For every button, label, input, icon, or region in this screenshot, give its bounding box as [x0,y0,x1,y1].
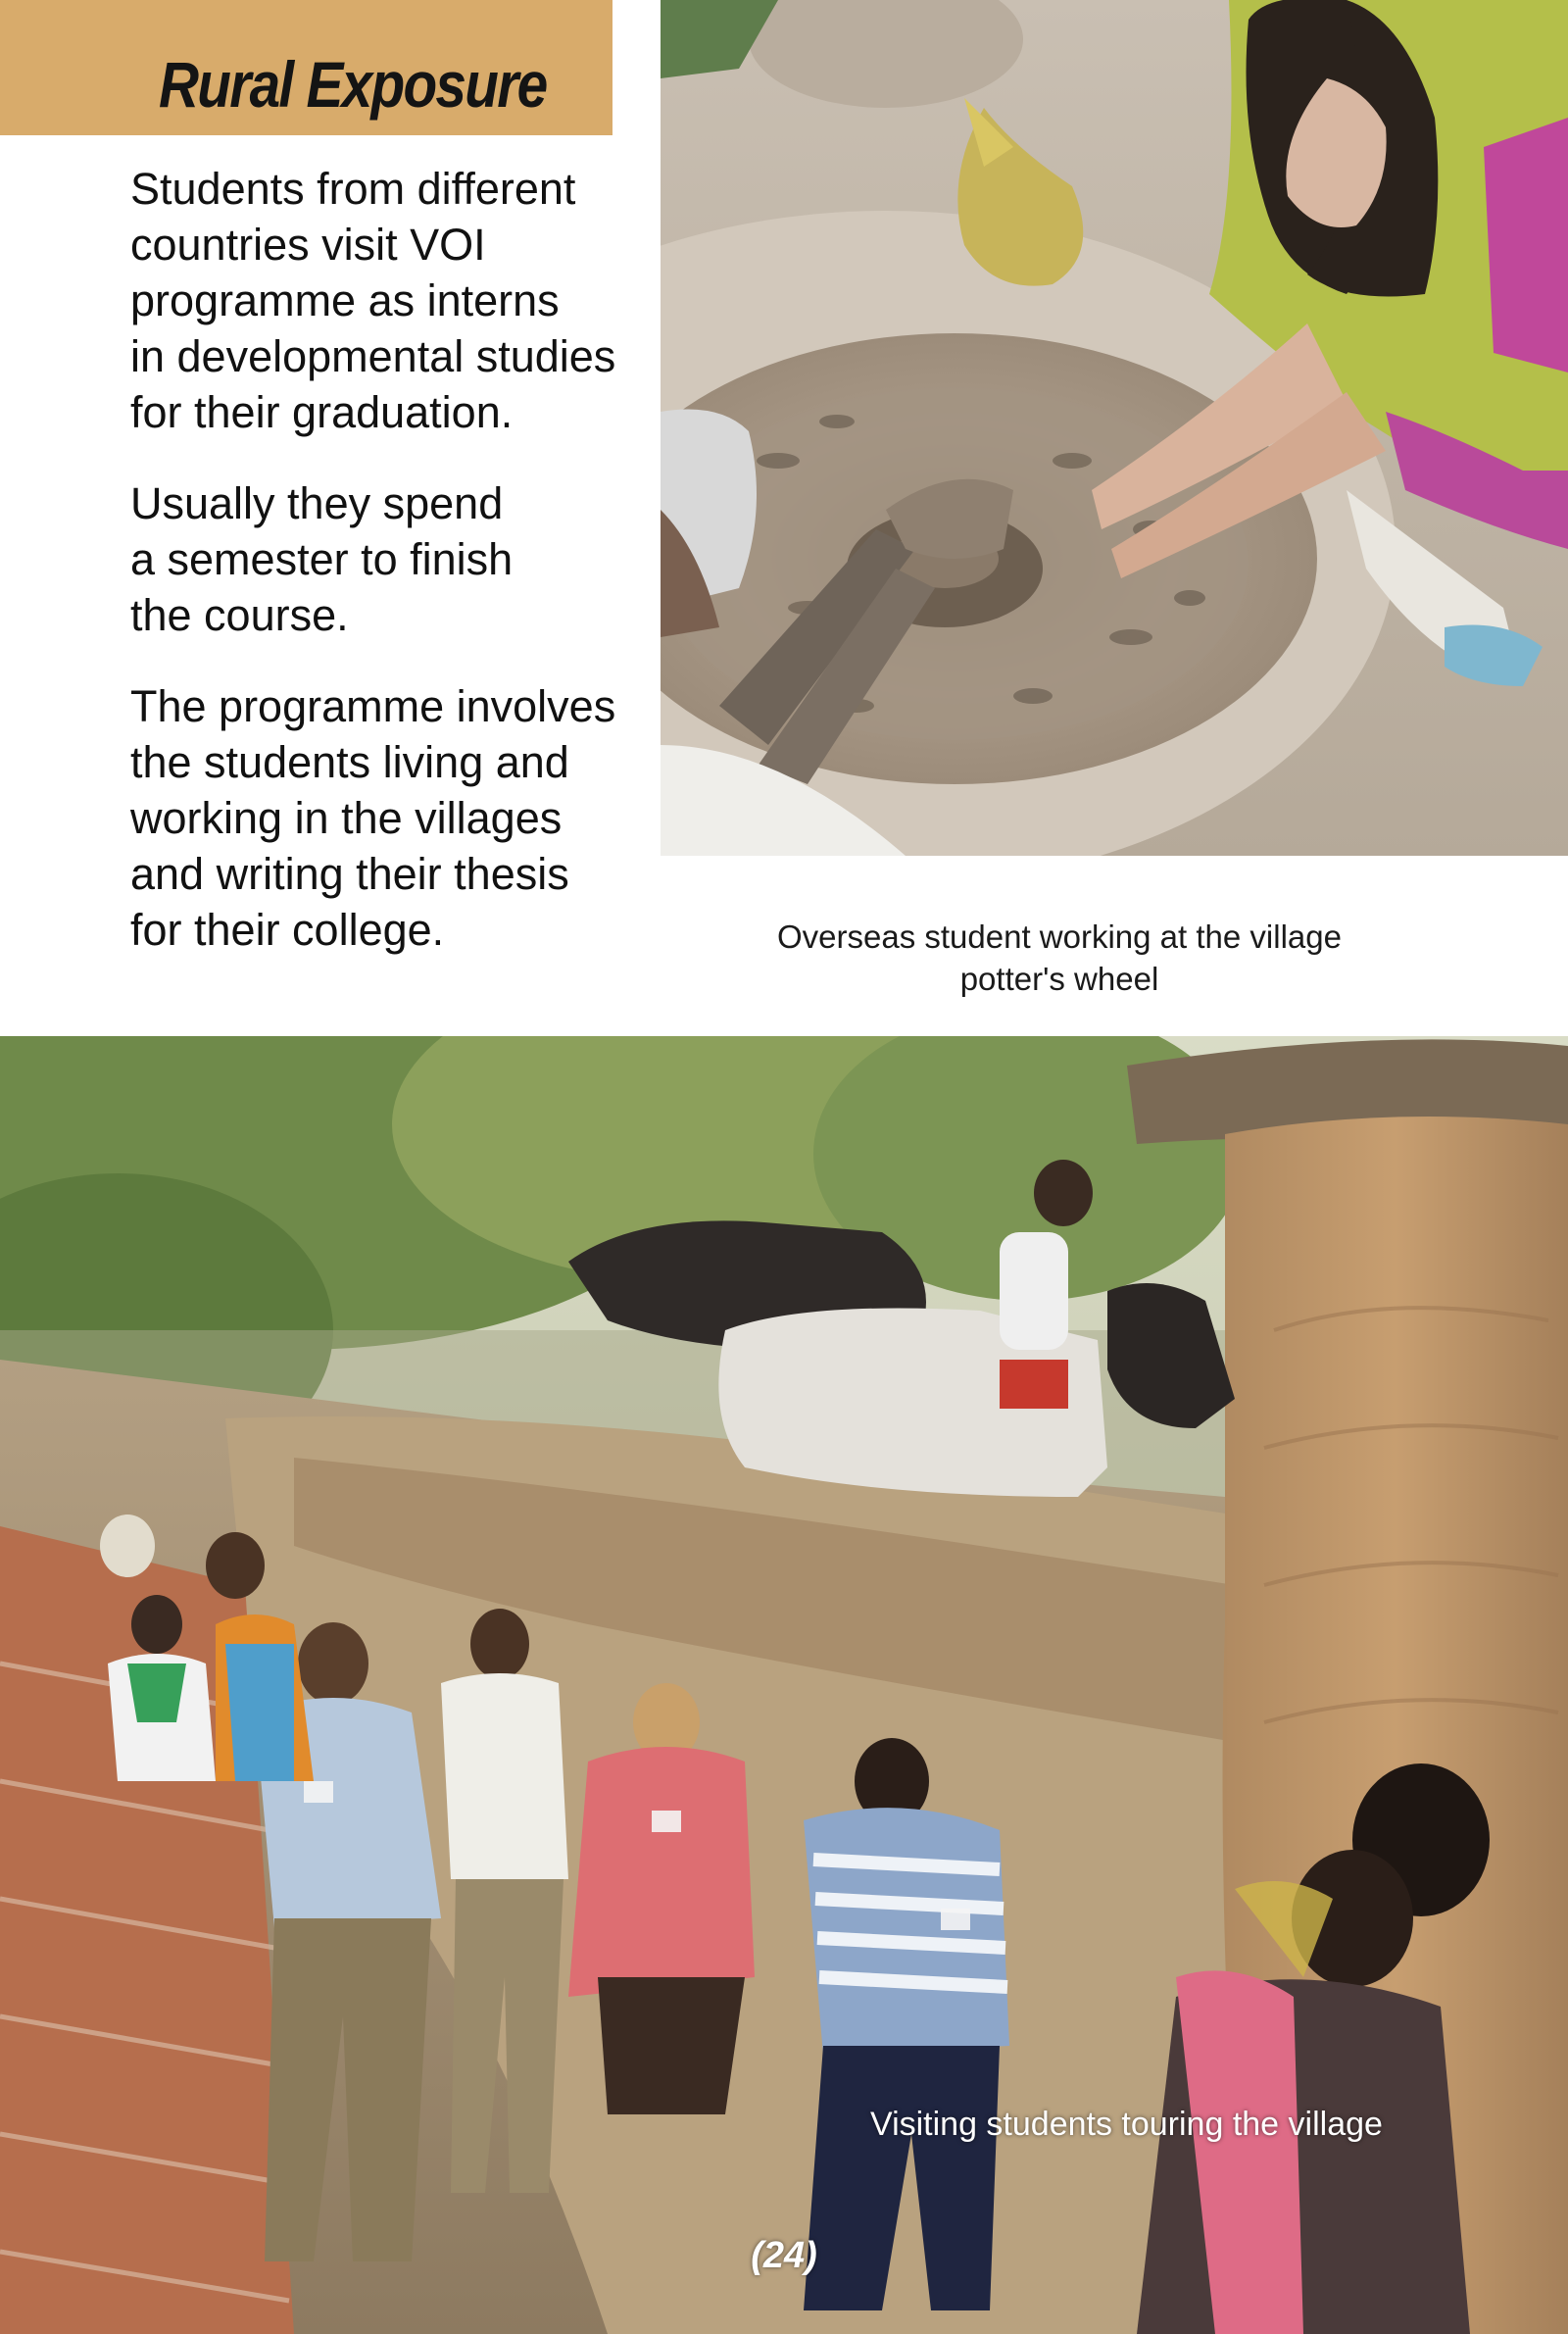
page-number: (24) [751,2235,817,2276]
intro-paragraph: Students from different countries visit VOI programme as interns in developmental studies for their graduation. [130,164,616,437]
intro-paragraph: Usually they spend a semester to finish the course. [130,478,514,640]
potter-wheel-photo [661,0,1568,856]
intro-text [130,161,660,993]
intro-paragraph: The programme involves the students living and working in the villages and writing their thesis for their college. [130,681,616,955]
potter-photo-caption: Overseas student working at the village potter's wheel [777,919,1342,997]
village-photo-caption: Visiting students touring the village [870,2106,1383,2143]
page-title: Rural Exposure [159,48,547,121]
